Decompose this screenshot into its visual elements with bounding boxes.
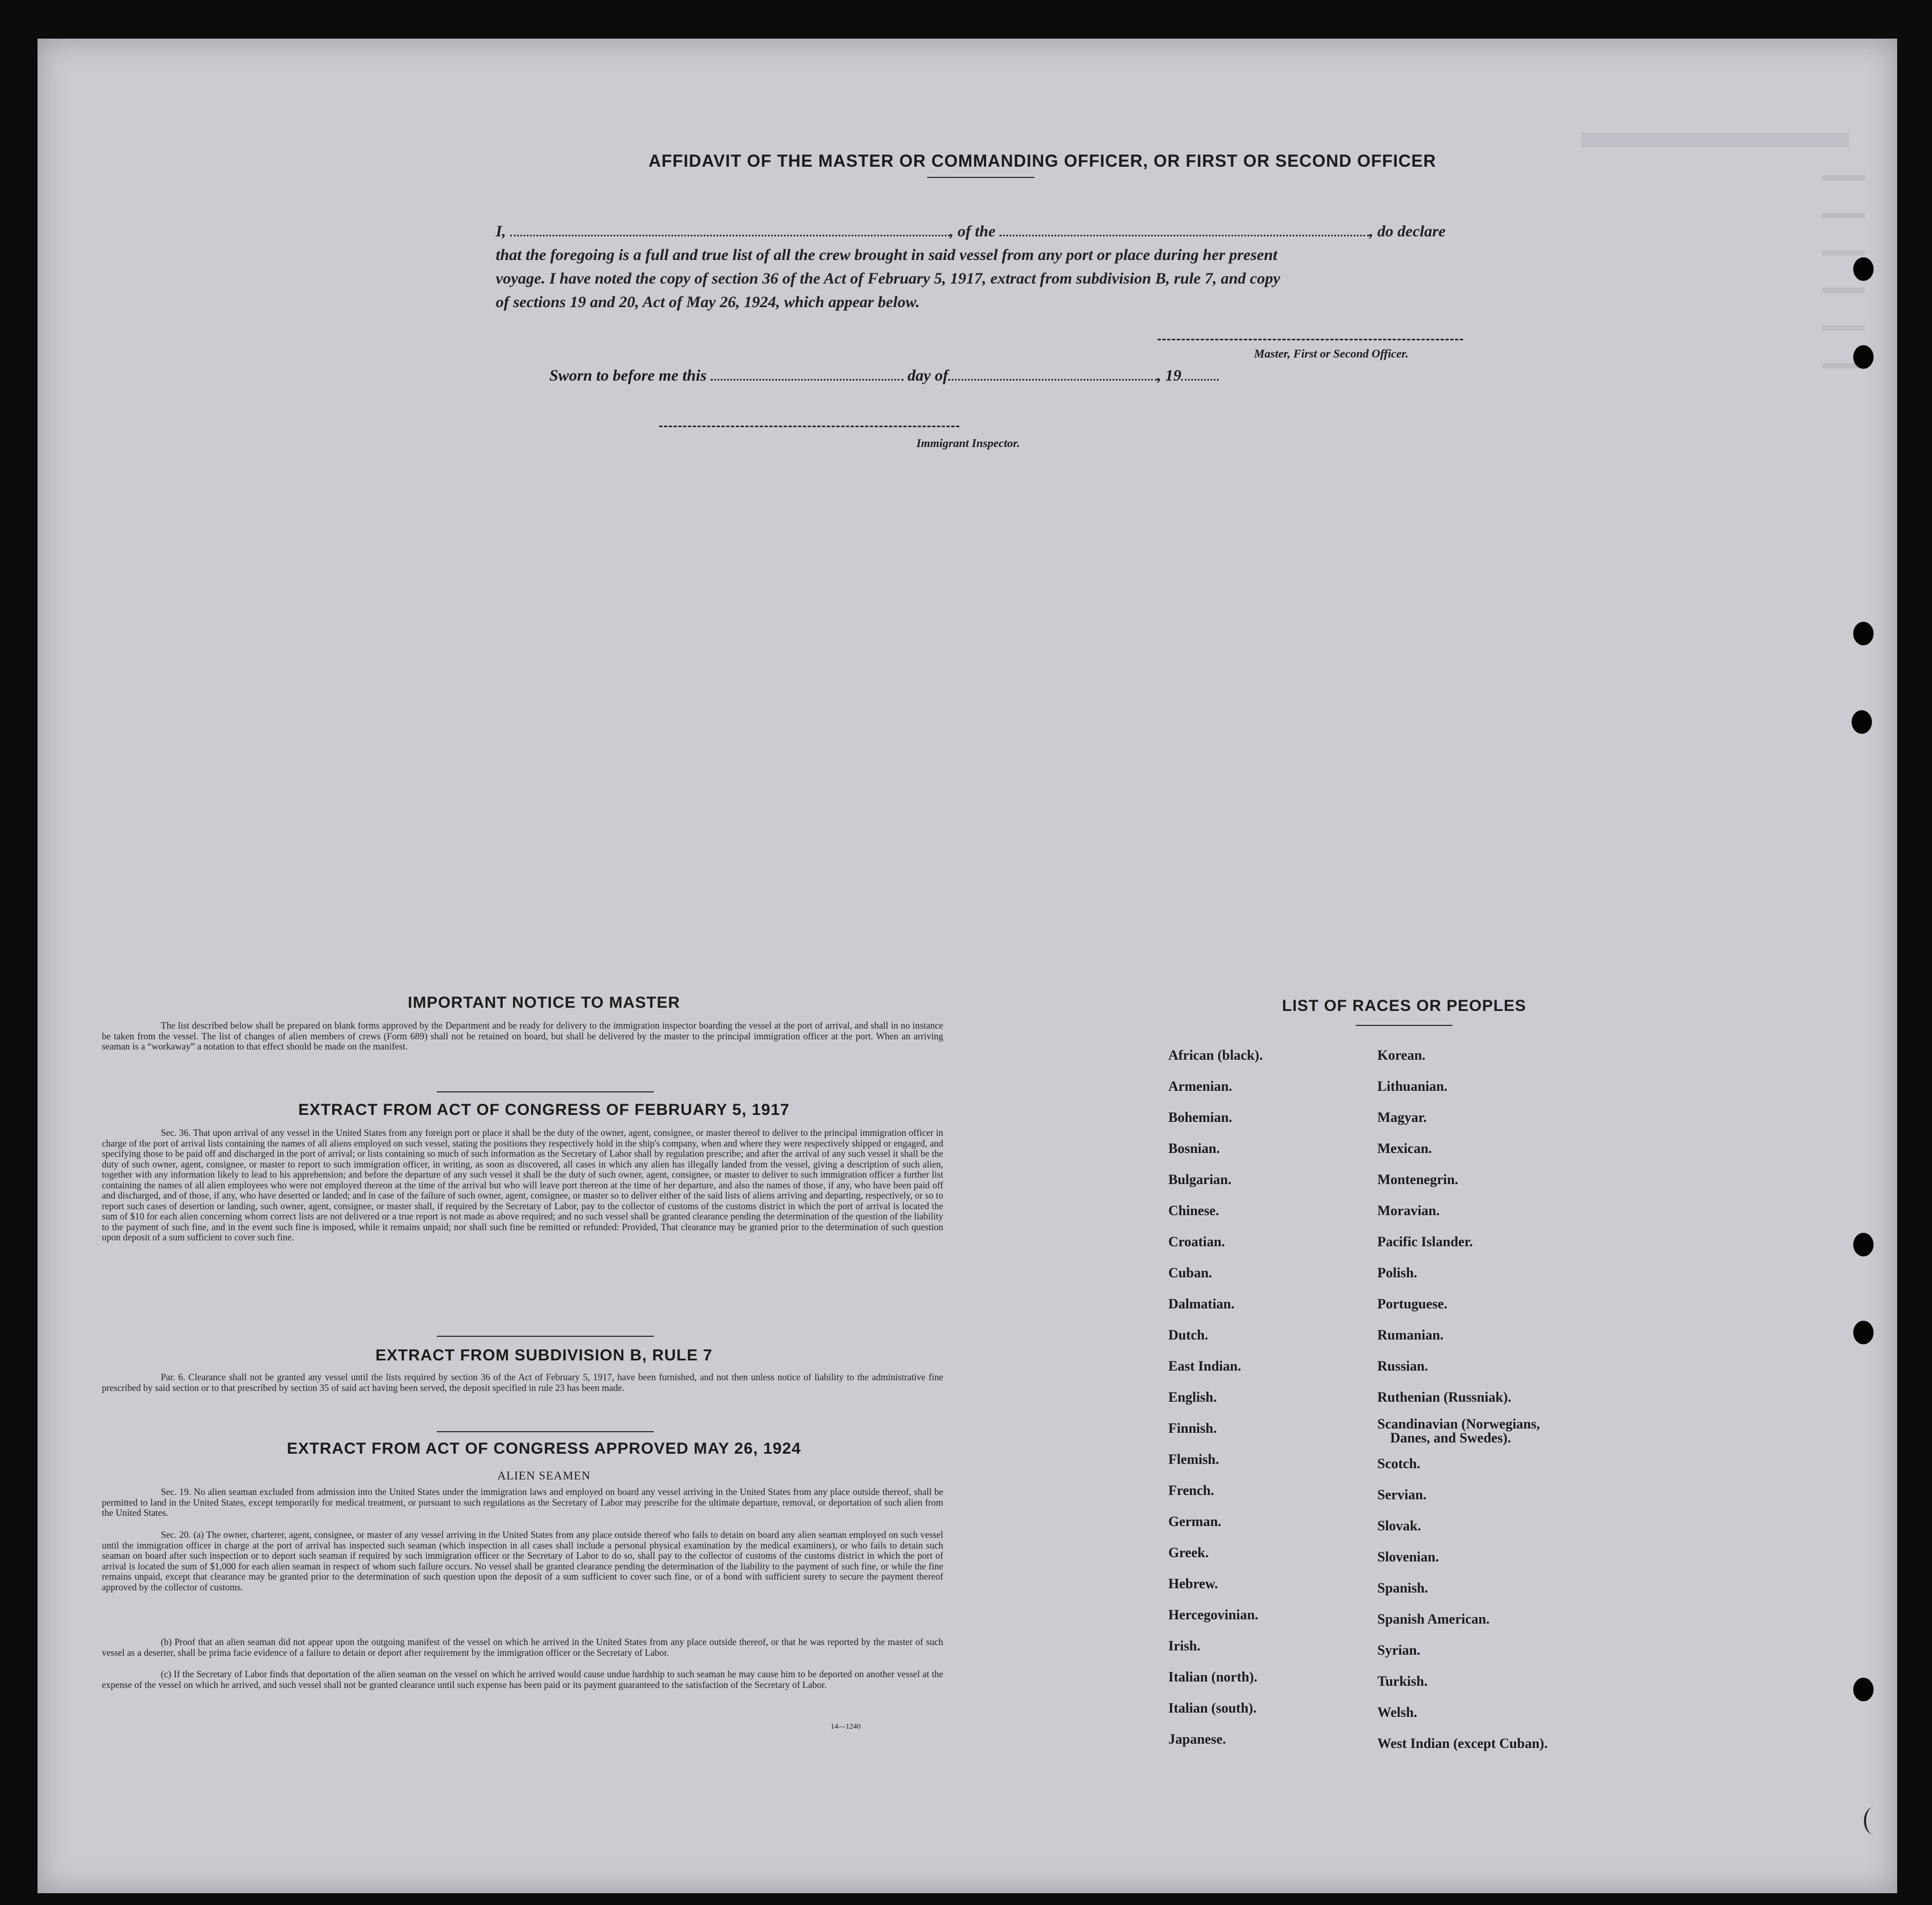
race-item: Scandinavian (Norwegians,	[1377, 1416, 1540, 1432]
race-item: Bosnian.	[1168, 1141, 1220, 1156]
day-of-label: day of	[907, 367, 949, 384]
race-item: Russian.	[1377, 1358, 1428, 1374]
race-item: Slovenian.	[1377, 1549, 1439, 1565]
name-field[interactable]	[510, 234, 950, 236]
race-item: Spanish.	[1377, 1580, 1428, 1596]
extract-1924-sec20b: (b) Proof that an alien seaman did not appear upon the outgoing manifest of the vessel on which he arrived in the United States from any place outside thereof, or that he was reported by the master of such vessel as a deserter, shall be prima facie evidence of a failure to detain or deport after requirement by the immigration officer or the Secretary of Labor.	[102, 1636, 943, 1658]
sworn-day-field[interactable]	[711, 378, 904, 381]
race-item: African (black).	[1168, 1047, 1263, 1063]
inspector-signature-label: Immigrant Inspector.	[916, 436, 1020, 450]
divider	[437, 1091, 654, 1092]
race-item: Bohemian.	[1168, 1110, 1233, 1125]
race-item: Scotch.	[1377, 1456, 1421, 1471]
extract-1917-body: Sec. 36. That upon arrival of any vessel in the United States from any foreign port or place it shall be the duty of the owner, agent, consignee, or master thereof to deliver to the principal immigration officer in charge of the port of arrival lists containing the names of all aliens employed on such vessel, stating the positions they respectively hold in the ship's company, when and where they were respectively shipped or engaged, and specifying those to be paid off and discharged in the port of arrival; or lists containing so much of such information as the Secretary of Labor shall by regulation prescribe; and after the arrival of any such vessel it shall be the duty of such owner, agent, consignee, or master to report to such immigration officer, in writing, as soon as discovered, all cases in which any alien has illegally landed from the vessel, giving a description of such alien, together with any information likely to lead to his apprehension; and before the departure of any such vessel it shall be the duty of such owner, agent, consignee, or master to deliver to such immigration officer a further list containing the names of all alien employees who were not employed thereon at the time of the arrival but who will leave port thereon at the time of her departure, and also the names of those, if any, who have been paid off and discharged, and of those, if any, who have deserted or landed; and in case of the failure of such owner, agent, consignee, or master so to deliver either of the said lists of aliens arriving and departing, respectively, or so to report such cases of desertion or landing, such owner, agent, consignee, or master shall, if required by the Secretary of Labor, pay to the collector of customs of the customs district in which the port of arrival is located the sum of $10 for each alien concerning whom correct lists are not delivered or a true report is not made as above required; and no such vessel shall be granted clearance pending the determination of the question of the liability to the payment of such fine, and in the event such fine is imposed, while it remains unpaid; nor shall such fine be remitted or refunded: Provided, That clearance may be granted prior to the determination of such question upon deposit of a sum sufficient to cover such fine.	[102, 1127, 943, 1242]
race-item: Dutch.	[1168, 1327, 1209, 1343]
race-item: English.	[1168, 1389, 1217, 1405]
races-title: LIST OF RACES OR PEOPLES	[1282, 997, 1526, 1015]
extract-1917-title: EXTRACT FROM ACT OF CONGRESS OF FEBRUARY 5, 1917	[298, 1101, 790, 1119]
extract-rule7-body: Par. 6. Clearance shall not be granted any vessel until the lists required by section 36 of the Act of February 5, 1917, have been furnished, and not then unless notice of liability to the administrative fine prescribed by said section or to that prescribed by section 35 of said act having been served, the deposit specified in rule 23 has been made.	[102, 1372, 943, 1393]
race-item: Korean.	[1377, 1047, 1426, 1063]
race-item: Bulgarian.	[1168, 1172, 1232, 1187]
extract-1924-sec19: Sec. 19. No alien seaman excluded from admission into the United States under the immigration laws and employed on board any vessel arriving in the United States from any place outside thereof, shall be permitted to land in the United States, except temporarily for medical treatment, or pursuant to such regulations as the Secretary of Labor may prescribe for the ultimate departure, removal, or deportation of such alien from the United States.	[102, 1486, 943, 1518]
binder-hole	[1853, 345, 1874, 369]
race-item: Japanese.	[1168, 1731, 1226, 1747]
inspector-signature-line[interactable]	[659, 426, 959, 427]
race-item: Finnish.	[1168, 1420, 1217, 1436]
race-item: Lithuanian.	[1377, 1078, 1448, 1094]
master-signature-line[interactable]	[1158, 339, 1463, 340]
race-item: Irish.	[1168, 1638, 1200, 1654]
binder-hole	[1853, 1678, 1874, 1701]
race-item: Dalmatian.	[1168, 1296, 1235, 1312]
race-item: Greek.	[1168, 1545, 1209, 1560]
race-item-scandinavian	[1377, 1413, 1548, 1448]
notice-title: IMPORTANT NOTICE TO MASTER	[407, 994, 681, 1011]
binder-hole	[1853, 622, 1874, 645]
affidavit-body	[496, 220, 1535, 314]
race-item: German.	[1168, 1514, 1221, 1529]
declare-label: , do declare	[1369, 222, 1446, 240]
race-item: Portuguese.	[1377, 1296, 1448, 1312]
race-item-continuation: Danes, and Swedes).	[1390, 1430, 1511, 1446]
bleed-through-mark	[1581, 132, 1849, 147]
binder-hole	[1853, 1233, 1874, 1256]
race-item: Rumanian.	[1377, 1327, 1444, 1343]
of-the-label: , of the	[949, 222, 996, 240]
race-item: Cuban.	[1168, 1265, 1212, 1281]
race-item: Servian.	[1377, 1487, 1427, 1502]
race-item: Ruthenian (Russniak).	[1377, 1389, 1511, 1405]
sworn-line	[549, 367, 1219, 385]
race-item: Italian (south).	[1168, 1700, 1257, 1716]
race-item: Magyar.	[1377, 1110, 1427, 1125]
extract-1924-title: EXTRACT FROM ACT OF CONGRESS APPROVED MAY 26, 1924	[287, 1440, 801, 1457]
affidavit-title: AFFIDAVIT OF THE MASTER OR COMMANDING OFFICER, OR FIRST OR SECOND OFFICER	[648, 151, 1436, 170]
form-number: 14—1240	[831, 1723, 861, 1731]
extract-1924-sec20c: (c) If the Secretary of Labor finds that deportation of the alien seaman on the vessel on which he arrived would cause undue hardship to such seaman he may cause him to be deported on another vessel at the expense of the vessel on which he arrived, and such vessel shall not be granted clearance until such expense has been paid or its payment guaranteed to the satisfaction of the Secretary of Labor.	[102, 1669, 943, 1690]
year-label: , 19	[1157, 367, 1182, 384]
master-signature-label: Master, First or Second Officer.	[1254, 347, 1409, 360]
race-item: Chinese.	[1168, 1203, 1219, 1218]
race-item: Croatian.	[1168, 1234, 1225, 1249]
race-item: French.	[1168, 1483, 1214, 1498]
race-item: Slovak.	[1377, 1518, 1421, 1534]
race-item: Hercegovinian.	[1168, 1607, 1258, 1623]
race-item: Mexican.	[1377, 1141, 1432, 1156]
notice-body: The list described below shall be prepared on blank forms approved by the Department and be ready for delivery to the immigration inspector boarding the vessel at the port of arrival, and shall in no instance be taken from the vessel. The list of changes of alien members of crews (Form 689) shall not be retained on board, but shall be delivered by the master to the principal immigration officer at the port. When an arriving seaman is a “workaway” a notation to that effect should be made on the manifest.	[102, 1020, 943, 1052]
races-right-column	[1377, 1040, 1548, 1759]
race-item: Polish.	[1377, 1265, 1418, 1281]
affidavit-line-1	[496, 220, 1535, 243]
vessel-field[interactable]	[999, 234, 1369, 236]
race-item: Montenegrin.	[1377, 1172, 1458, 1187]
sworn-label: Sworn to before me this	[549, 367, 707, 384]
race-item: Flemish.	[1168, 1452, 1219, 1467]
race-item: Moravian.	[1377, 1203, 1440, 1218]
divider	[437, 1431, 654, 1432]
race-item: Syrian.	[1377, 1642, 1421, 1658]
race-item: West Indian (except Cuban).	[1377, 1736, 1548, 1751]
race-item: Italian (north).	[1168, 1669, 1258, 1685]
races-left-column	[1168, 1040, 1263, 1755]
extract-rule7-title: EXTRACT FROM SUBDIVISION B, RULE 7	[375, 1346, 713, 1364]
binder-hole	[1853, 257, 1874, 281]
race-item: Armenian.	[1168, 1078, 1233, 1094]
divider	[927, 177, 1034, 178]
document-page	[38, 39, 1897, 1893]
alien-seamen-subtitle: ALIEN SEAMEN	[497, 1469, 591, 1482]
race-item: Welsh.	[1377, 1705, 1418, 1720]
race-item: East Indian.	[1168, 1358, 1241, 1374]
race-item: Turkish.	[1377, 1673, 1428, 1689]
binder-hole	[1852, 710, 1872, 734]
affidavit-line-2: that the foregoing is a full and true list of all the crew brought in said vessel from any port or place during her present	[496, 246, 1278, 264]
divider	[1356, 1025, 1452, 1026]
divider	[437, 1336, 654, 1337]
handwritten-mark	[1864, 1807, 1882, 1834]
affidavit-line-3: voyage. I have noted the copy of section 36 of the Act of February 5, 1917, extract from subdivision B, rule 7, and copy	[496, 270, 1280, 287]
sworn-year-field[interactable]	[1181, 378, 1219, 381]
i-label: I,	[496, 222, 506, 240]
affidavit-line-4: of sections 19 and 20, Act of May 26, 1924, which appear below.	[496, 293, 920, 311]
binder-hole	[1853, 1321, 1874, 1344]
race-item: Spanish American.	[1377, 1611, 1490, 1627]
race-item: Pacific Islander.	[1377, 1234, 1473, 1249]
extract-1924-sec20a: Sec. 20. (a) The owner, charterer, agent, consignee, or master of any vessel arriving in the United States from any place outside thereof who fails to detain on board any alien seaman employed on such vessel until the immigration officer in charge at the port of arrival has inspected such seaman (which inspection in all cases shall include a personal physical examination by the medical examiners), or who fails to detain such seaman on board after such inspection or to deport such seaman if required by such immigration officer or the Secretary of Labor to do so, shall pay to the collector of customs of the customs district in which the port of arrival is located the sum of $1,000 for each alien seaman in respect of whom such failure occurs. No vessel shall be granted clearance pending the determination of the liability to the payment of such fine, or while the fine remains unpaid, except that clearance may be granted prior to the determination of such question upon the deposit of a sum sufficient to cover such fine, or of a bond with sufficient surety to secure the payment thereof approved by the collector of customs.	[102, 1529, 943, 1593]
race-item: Hebrew.	[1168, 1576, 1218, 1591]
sworn-month-field[interactable]	[948, 378, 1157, 381]
